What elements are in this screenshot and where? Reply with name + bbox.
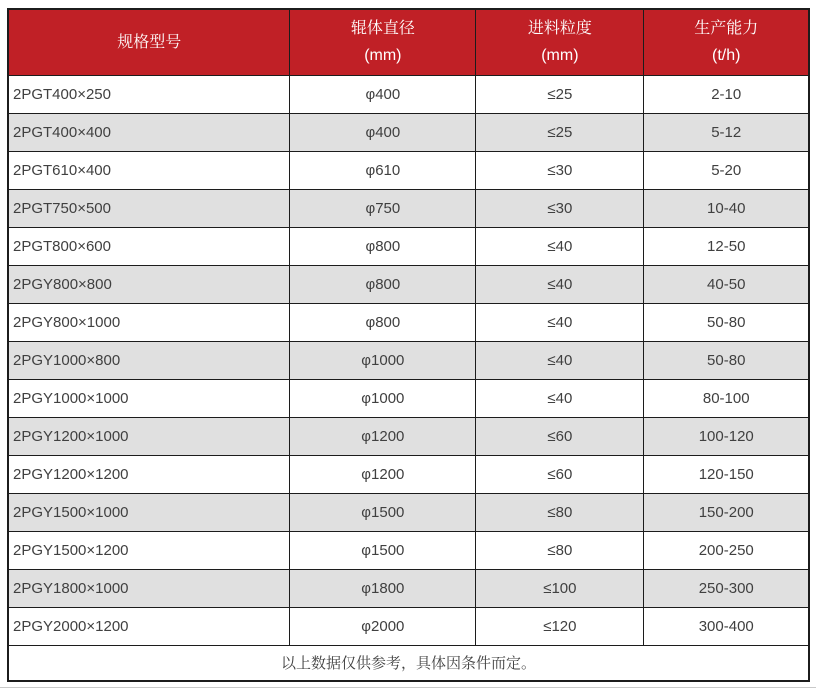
table-cell: 10-40 [644,189,809,227]
table-cell: φ1200 [290,455,476,493]
table-row [8,455,809,493]
table-cell: ≤120 [476,607,644,645]
table-cell: φ610 [290,151,476,189]
table-cell: 2PGY800×800 [8,265,290,303]
table-cell: ≤30 [476,151,644,189]
table-cell: 2PGY1000×800 [8,341,290,379]
table-cell: 2PGT400×250 [8,75,290,113]
table-cell: 2PGT800×600 [8,227,290,265]
table-cell: 2PGT610×400 [8,151,290,189]
header-unit: (mm) [541,47,579,65]
table-cell: 2PGY1200×1200 [8,455,290,493]
table-cell: 100-120 [644,417,809,455]
table-cell: ≤40 [476,227,644,265]
table-row [8,379,809,417]
header-title: 辊体直径 [350,20,415,38]
table-cell: ≤30 [476,189,644,227]
table-cell: φ800 [290,227,476,265]
table-header [8,9,809,75]
header-title: 规格型号 [117,33,182,51]
footer-row [8,645,809,681]
table-row [8,151,809,189]
header-cell-model [8,9,290,75]
table-cell: 2PGY1200×1000 [8,417,290,455]
table-cell: ≤40 [476,341,644,379]
table-cell: ≤25 [476,75,644,113]
table-cell: 2PGY1500×1000 [8,493,290,531]
table-cell: ≤100 [476,569,644,607]
table-cell: φ400 [290,113,476,151]
table-cell: 2-10 [644,75,809,113]
header-title: 生产能力 [694,20,759,38]
table-cell: 50-80 [644,303,809,341]
table-cell: 2PGT400×400 [8,113,290,151]
table-cell: 2PGT750×500 [8,189,290,227]
table-row [8,607,809,645]
table-cell: φ1500 [290,493,476,531]
header-cell-roller-diameter [290,9,476,75]
table-row [8,493,809,531]
table-cell: 250-300 [644,569,809,607]
table-row [8,417,809,455]
table-cell: φ400 [290,75,476,113]
table-cell: φ1800 [290,569,476,607]
table-cell: 40-50 [644,265,809,303]
table-cell: 80-100 [644,379,809,417]
header-unit: (mm) [364,47,402,65]
page-bottom-divider [0,687,816,688]
table-row [8,341,809,379]
table-cell: ≤60 [476,417,644,455]
table-row [8,227,809,265]
table-cell: ≤80 [476,531,644,569]
table-cell: φ1000 [290,379,476,417]
table-cell: φ800 [290,265,476,303]
table-cell: 2PGY1500×1200 [8,531,290,569]
table-cell: φ1200 [290,417,476,455]
table-footer [8,645,809,681]
header-cell-feed-size [476,9,644,75]
table-row [8,531,809,569]
table-cell: 5-20 [644,151,809,189]
table-cell: ≤40 [476,303,644,341]
table-row [8,569,809,607]
table-cell: 200-250 [644,531,809,569]
table-cell: ≤40 [476,379,644,417]
table-row [8,189,809,227]
table-body [8,75,809,645]
header-unit: (t/h) [712,47,741,65]
table-cell: 12-50 [644,227,809,265]
table-cell: ≤25 [476,113,644,151]
table-cell: ≤60 [476,455,644,493]
header-row [8,9,809,75]
table-cell: φ750 [290,189,476,227]
table-cell: 2PGY1800×1000 [8,569,290,607]
table-row [8,303,809,341]
table-cell: 150-200 [644,493,809,531]
table-cell: 2PGY1000×1000 [8,379,290,417]
footer-note: 以上数据仅供参考，具体因条件而定。 [8,645,809,681]
table-cell: 50-80 [644,341,809,379]
table-cell: 2PGY800×1000 [8,303,290,341]
spec-table-container [7,8,810,682]
table-cell: 2PGY2000×1200 [8,607,290,645]
table-cell: ≤40 [476,265,644,303]
table-cell: 300-400 [644,607,809,645]
table-cell: 5-12 [644,113,809,151]
table-row [8,265,809,303]
table-cell: φ1000 [290,341,476,379]
table-cell: ≤80 [476,493,644,531]
table-row [8,75,809,113]
table-row [8,113,809,151]
header-title: 进料粒度 [527,20,592,38]
table-cell: φ2000 [290,607,476,645]
header-cell-capacity [644,9,809,75]
spec-table [7,8,810,682]
table-cell: 120-150 [644,455,809,493]
table-cell: φ1500 [290,531,476,569]
table-cell: φ800 [290,303,476,341]
